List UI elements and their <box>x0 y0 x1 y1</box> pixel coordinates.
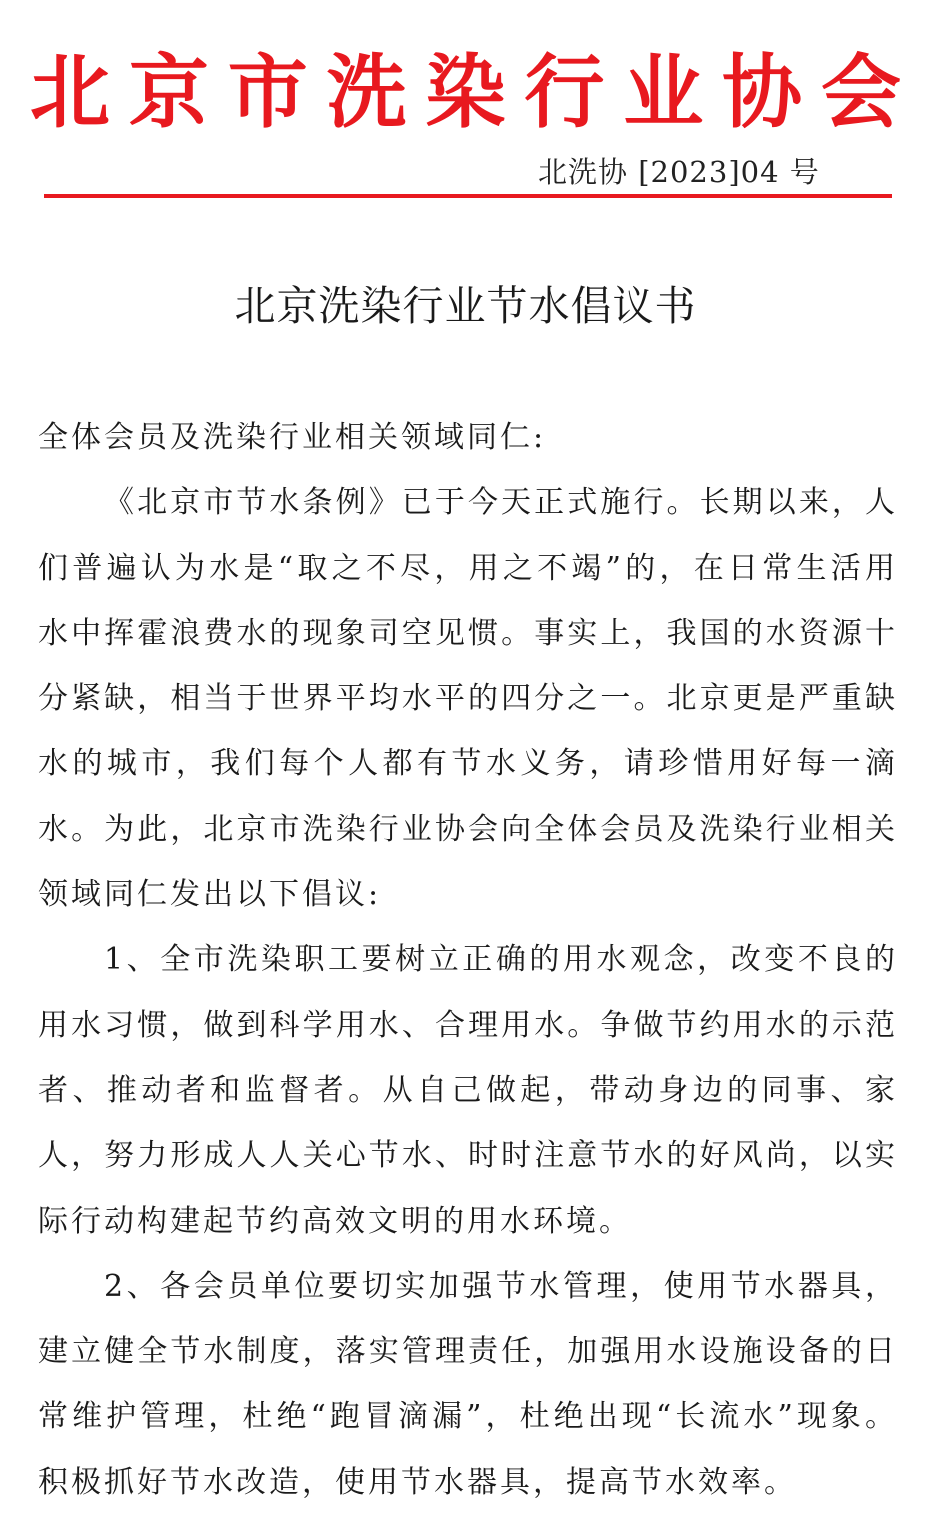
org-name-char: 市 <box>227 46 308 139</box>
org-name-char: 协 <box>722 46 803 139</box>
org-name-char: 洗 <box>326 46 407 139</box>
paragraph-proposal-2: 2、各会员单位要切实加强节水管理，使用节水器具，建立健全节水制度，落实管理责任，加强用水设施设备的日常维护管理，杜绝“跑冒滴漏”，杜绝出现“长流水”现象。积极抓好节水改造，使用节水器具，提高节水效率。 <box>38 1268 898 1500</box>
org-name-char: 染 <box>425 46 506 139</box>
organization-header <box>30 48 901 138</box>
org-name-char: 行 <box>524 46 605 139</box>
org-name-char: 北 <box>30 46 110 139</box>
header-divider <box>44 194 892 198</box>
paragraph-proposal-1: 1、全市洗染职工要树立正确的用水观念，改变不良的用水习惯，做到科学用水、合理用水。争做节约用水的示范者、推动者和监督者。从自己做起，带动身边的同事、家人，努力形成人人关心节水、时时注意节水的好风尚，以实际行动构建起节约高效文明的用水环境。 <box>38 942 898 1239</box>
org-name-char: 会 <box>821 46 901 139</box>
salutation: 全体会员及洗染行业相关领域同仁: <box>38 420 547 455</box>
document-body <box>38 405 898 1515</box>
org-name-char: 业 <box>623 46 704 139</box>
paragraph-intro: 《北京市节水条例》已于今天正式施行。长期以来，人们普遍认为水是“取之不尽，用之不竭”的，在日常生活用水中挥霍浪费水的现象司空见惯。事实上，我国的水资源十分紧缺，相当于世界平均水平的四分之一。北京更是严重缺水的城市，我们每个人都有节水义务，请珍惜用好每一滴水。为此，北京市洗染行业协会向全体会员及洗染行业相关领域同仁发出以下倡议: <box>38 485 898 913</box>
document-title: 北京洗染行业节水倡议书 <box>234 282 697 330</box>
org-name-char: 京 <box>128 46 209 139</box>
document-number: 北洗协 [2023]04 号 <box>538 155 820 189</box>
